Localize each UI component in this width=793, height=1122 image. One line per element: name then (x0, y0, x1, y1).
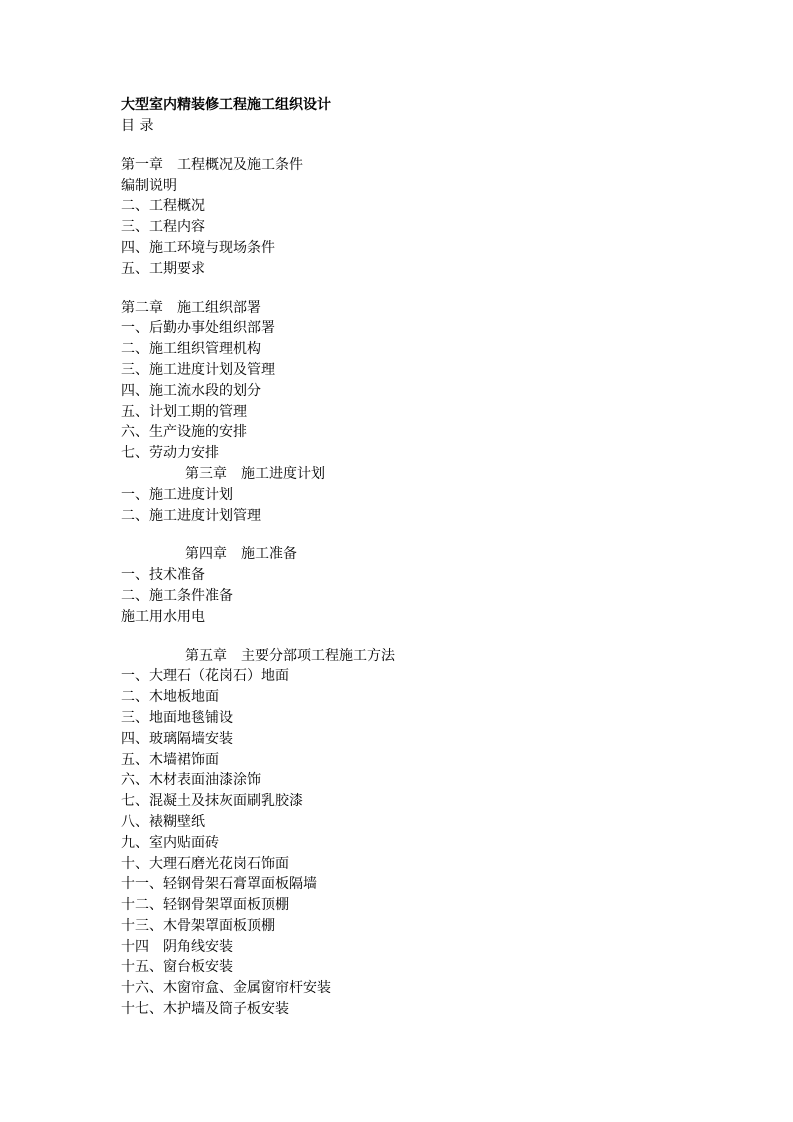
toc-item: 一、技术准备 (121, 567, 205, 584)
toc-item: 施工用水用电 (121, 608, 205, 625)
table-of-contents (121, 116, 721, 1020)
toc-item: 编制说明 (121, 177, 177, 194)
toc-item: 九、室内贴面砖 (121, 834, 219, 851)
chapter-3-heading: 第三章 施工进度计划 (185, 465, 325, 482)
toc-item: 一、大理石（花岗石）地面 (121, 668, 289, 685)
toc-item: 十三、木骨架罩面板顶棚 (121, 917, 275, 934)
spacer (121, 137, 721, 155)
toc-item: 二、木地板地面 (121, 689, 219, 706)
toc-item: 十二、轻钢骨架罩面板顶棚 (121, 897, 289, 914)
toc-item: 一、后勤办事处组织部署 (121, 320, 275, 337)
toc-item: 七、劳动力安排 (121, 445, 219, 462)
toc-item: 五、计划工期的管理 (121, 403, 247, 420)
toc-item: 二、施工进度计划管理 (121, 507, 261, 524)
chapter-4-heading: 第四章 施工准备 (185, 546, 297, 563)
toc-item: 三、工程内容 (121, 219, 205, 236)
chapter-5-heading: 第五章 主要分部项工程施工方法 (185, 647, 395, 664)
spacer (121, 526, 721, 544)
spacer (121, 628, 721, 646)
toc-item: 五、工期要求 (121, 260, 205, 277)
toc-item: 四、玻璃隔墙安装 (121, 730, 233, 747)
toc-item: 十、大理石磨光花岗石饰面 (121, 855, 289, 872)
toc-item: 二、工程概况 (121, 198, 205, 215)
toc-item: 八、裱糊壁纸 (121, 813, 205, 830)
toc-heading: 目 录 (121, 118, 154, 134)
toc-item: 一、施工进度计划 (121, 486, 233, 503)
toc-item: 十四 阴角线安装 (121, 938, 233, 955)
spacer (121, 280, 721, 298)
toc-item: 二、施工组织管理机构 (121, 341, 261, 358)
toc-item: 三、地面地毯铺设 (121, 709, 233, 726)
toc-item: 六、生产设施的安排 (121, 424, 247, 441)
toc-item: 十六、木窗帘盒、金属窗帘杆安装 (121, 980, 331, 997)
chapter-1-heading: 第一章 工程概况及施工条件 (121, 156, 303, 173)
toc-item: 七、混凝土及抹灰面刷乳胶漆 (121, 793, 303, 810)
toc-item: 十七、木护墙及筒子板安装 (121, 1001, 289, 1018)
toc-item: 三、施工进度计划及管理 (121, 361, 275, 378)
toc-item: 二、施工条件准备 (121, 587, 233, 604)
toc-item: 十五、窗台板安装 (121, 959, 233, 976)
document-title: 大型室内精装修工程施工组织设计 (121, 97, 331, 113)
toc-item: 五、木墙裙饰面 (121, 751, 219, 768)
toc-item: 四、施工流水段的划分 (121, 382, 261, 399)
chapter-2-heading: 第二章 施工组织部署 (121, 299, 261, 316)
toc-item: 十一、轻钢骨架石膏罩面板隔墙 (121, 876, 317, 893)
toc-item: 六、木材表面油漆涂饰 (121, 772, 261, 789)
toc-item: 四、施工环境与现场条件 (121, 239, 275, 256)
